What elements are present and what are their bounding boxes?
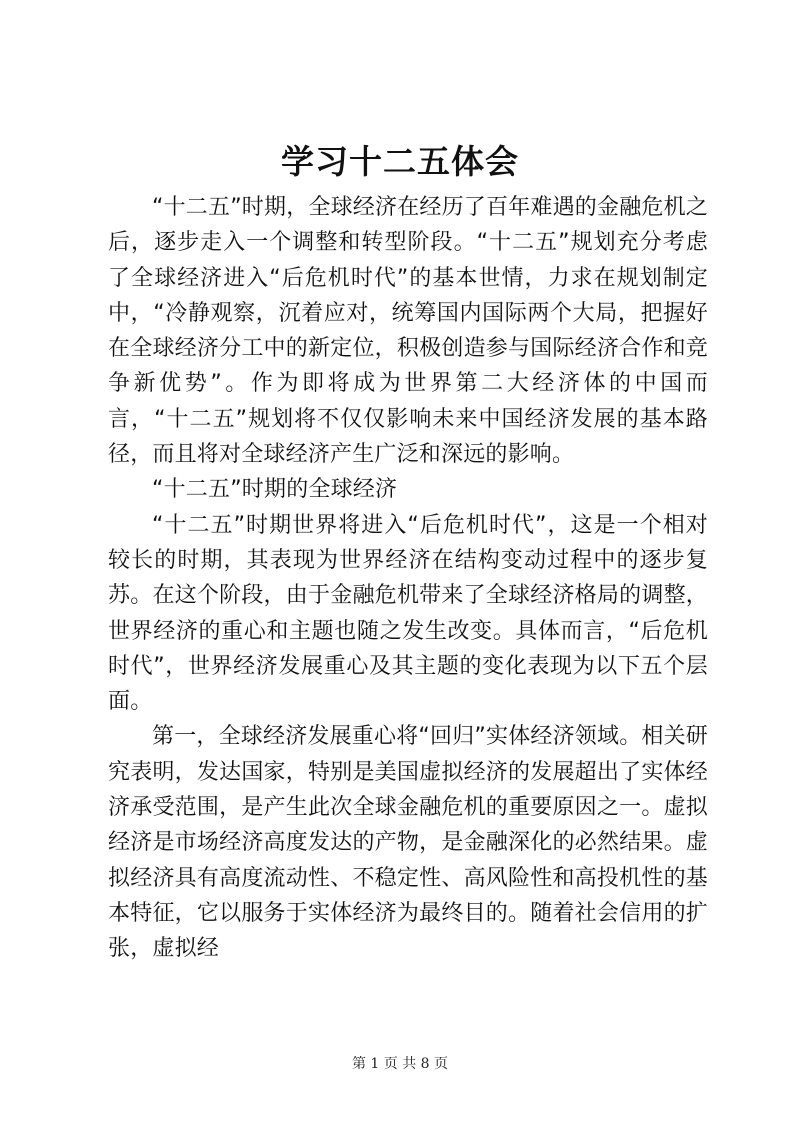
page-footer: 第 1 页 共 8 页 bbox=[351, 1056, 449, 1072]
document-body bbox=[108, 190, 708, 967]
document-title: 学习十二五体会 bbox=[281, 142, 519, 181]
paragraph-first-point: 第一，全球经济发展重心将“回归”实体经济领域。相关研究表明，发达国家，特别是美国虚拟经济的发展超出了实体经济承受范围，是产生此次全球金融危机的重要原因之一。虚拟经济是市场经济高度发达的产物，是金融深化的必然结果。虚拟经济具有高度流动性、不稳定性、高风险性和高投机性的基本特征，它以服务于实体经济为最终目的。随着社会信用的扩张，虚拟经 bbox=[108, 724, 708, 962]
paragraph-post-crisis-era: “十二五”时期世界将进入“后危机时代”，这是一个相对较长的时期，其表现为世界经济在结构变动过程中的逐步复苏。在这个阶段，由于金融危机带来了全球经济格局的调整，世界经济的重心和主题也随之发生改变。具体而言，“后危机时代”，世界经济发展重心及其主题的变化表现为以下五个层面。 bbox=[108, 512, 708, 715]
paragraph-intro: “十二五”时期，全球经济在经历了百年难遇的金融危机之后，逐步走入一个调整和转型阶段。“十二五”规划充分考虑了全球经济进入“后危机时代”的基本世情，力求在规划制定中，“冷静观察，沉着应对，统筹国内国际两个大局，把握好在全球经济分工中的新定位，积极创造参与国际经济合作和竞争新优势”。作为即将成为世界第二大经济体的中国而言，“十二五”规划将不仅仅影响未来中国经济发展的基本路径，而且将对全球经济产生广泛和深远的影响。 bbox=[108, 195, 708, 468]
section-heading: “十二五”时期的全球经济 bbox=[152, 477, 398, 503]
